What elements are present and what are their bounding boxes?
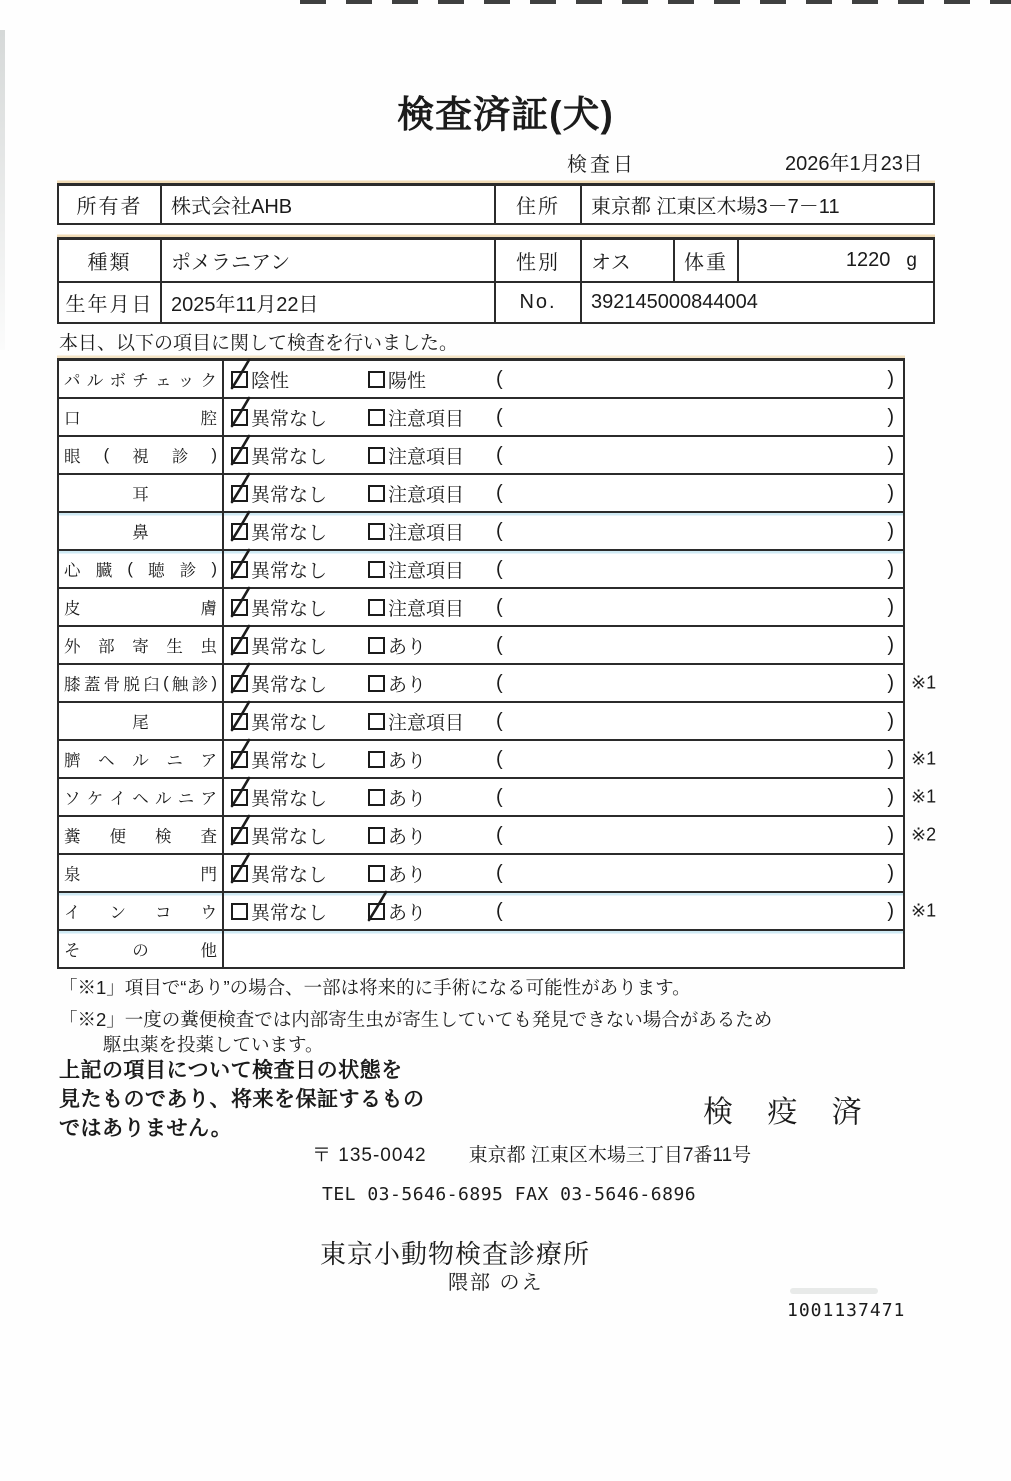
checkbox-checked[interactable] (231, 523, 248, 540)
option-label: 異常なし (251, 902, 328, 924)
option-group (368, 670, 496, 697)
remarks-field: ( ) (496, 747, 894, 770)
option-group (368, 518, 496, 545)
footnote-mark: ※1 (911, 672, 937, 693)
checkbox[interactable] (368, 371, 385, 388)
option-label: あり (388, 674, 427, 696)
address-value: 東京都 江東区木場3－7－11 (591, 196, 840, 218)
species-label: 種類 (59, 240, 162, 281)
remarks-field: ( ) (496, 557, 894, 580)
examiner-name: 隈部 のえ (448, 1272, 544, 1294)
exam-item-label: 臍 ヘ ル ニ ア (59, 741, 224, 777)
exam-item-label: 尾 (59, 703, 224, 739)
remarks-field: ( ) (496, 481, 894, 504)
exam-item-result (224, 665, 903, 701)
checkbox[interactable] (368, 637, 385, 654)
exam-item-label: そ の 他 (59, 931, 224, 967)
animal-row-2 (59, 281, 933, 322)
checkbox-checked[interactable] (231, 485, 248, 502)
exam-item-label: 心 臓 ( 聴 診 ) (59, 551, 224, 587)
option-label: 異常なし (251, 826, 328, 848)
option-label: 異常なし (251, 712, 328, 734)
exam-item-result (224, 931, 903, 967)
checkbox[interactable] (368, 599, 385, 616)
option-group (231, 442, 368, 469)
table-row (59, 741, 937, 779)
option-group (231, 632, 368, 659)
option-group (231, 822, 368, 849)
option-group (231, 556, 368, 583)
number-value: 392145000844004 (591, 291, 758, 313)
weight-label: 体重 (675, 240, 739, 281)
species-value: ポメラニアン (162, 240, 496, 281)
intro-text: 本日、以下の項目に関して検査を行いました。 (59, 333, 459, 354)
option-group (231, 898, 368, 925)
option-label: あり (388, 902, 427, 924)
owner-row (59, 186, 933, 223)
checkbox[interactable] (368, 789, 385, 806)
option-group (368, 860, 496, 887)
option-group (231, 784, 368, 811)
footnote-mark: ※1 (911, 900, 937, 921)
option-group (368, 404, 496, 431)
option-label: 異常なし (251, 484, 328, 506)
exam-item-label: 皮 膚 (59, 589, 224, 625)
clinic-address-line (312, 1140, 751, 1167)
option-label: あり (388, 864, 427, 886)
remarks-field: ( ) (496, 823, 894, 846)
footnote-mark: ※1 (911, 748, 937, 769)
option-group (231, 480, 368, 507)
exam-item-label: 膝 蓋 骨 脱 臼 ( 触 診 ) (59, 665, 224, 701)
animal-table (57, 237, 935, 324)
exam-item-label: ソ ケ イ ヘ ル ニ ア (59, 779, 224, 815)
exam-item-label: イ ン コ ウ (59, 893, 224, 929)
checkbox[interactable] (368, 447, 385, 464)
option-group (231, 404, 368, 431)
footnote-2-line1: 「※2」一度の糞便検査では内部寄生虫が寄生していても発見できない場合があるため (59, 1009, 773, 1030)
table-row (59, 665, 937, 703)
owner-label: 所有者 (59, 186, 162, 223)
option-label: あり (388, 788, 427, 810)
owner-value: 株式会社AHB (162, 186, 496, 223)
option-group (368, 556, 496, 583)
checkbox[interactable] (368, 561, 385, 578)
clinic-name: 東京小動物検査診療所 (320, 1239, 591, 1269)
checkbox-checked[interactable] (231, 447, 248, 464)
number-label: No. (496, 283, 582, 322)
postal-code: 〒 135-0042 (312, 1145, 427, 1166)
exam-item-result (224, 551, 903, 587)
option-label: 異常なし (251, 598, 328, 620)
checkbox[interactable] (368, 523, 385, 540)
option-group (368, 442, 496, 469)
option-group (368, 746, 496, 773)
table-row (59, 703, 903, 741)
checkbox-checked[interactable] (231, 675, 248, 692)
exam-item-result (224, 361, 903, 397)
animal-row-1 (59, 240, 933, 281)
remarks-field: ( ) (496, 785, 894, 808)
option-label: 異常なし (251, 446, 328, 468)
checkbox-checked[interactable] (231, 409, 248, 426)
option-label: 異常なし (251, 864, 328, 886)
option-label: 異常なし (251, 788, 328, 810)
scan-artifact-smudge (790, 1288, 878, 1294)
exam-item-label: 耳 (59, 475, 224, 511)
footnote-1: 「※1」項目で“あり”の場合、一部は将来的に手術になる可能性があります。 (59, 977, 691, 998)
exam-item-result (224, 437, 903, 473)
option-label: 陽性 (388, 370, 427, 392)
exam-item-result (224, 779, 903, 815)
option-group (231, 746, 368, 773)
quarantine-stamp: 検 疫 済 (703, 1096, 875, 1129)
birthdate-label: 生年月日 (59, 283, 162, 322)
exam-item-result (224, 627, 903, 663)
checkbox[interactable] (368, 865, 385, 882)
option-label: 異常なし (251, 674, 328, 696)
disclaimer-line: ではありません。 (59, 1117, 233, 1140)
table-row (59, 779, 937, 817)
checkbox[interactable] (368, 751, 385, 768)
tel-fax-line: TEL 03-5646-6895 FAX 03-5646-6896 (322, 1184, 697, 1205)
option-group (368, 366, 496, 393)
exam-table (57, 358, 937, 969)
checkbox[interactable] (368, 827, 385, 844)
remarks-field: ( ) (496, 709, 894, 732)
option-label: 異常なし (251, 522, 328, 544)
option-group (368, 480, 496, 507)
table-row (59, 855, 903, 893)
exam-item-label: 眼 ( 視 診 ) (59, 437, 224, 473)
weight-unit: g (906, 249, 917, 271)
clinic-address: 東京都 江東区木場三丁目7番11号 (468, 1145, 752, 1166)
checkbox[interactable] (368, 675, 385, 692)
serial-number: 1001137471 (787, 1300, 906, 1321)
option-label: 異常なし (251, 750, 328, 772)
birthdate-value: 2025年11月22日 (162, 283, 496, 322)
inspection-date-label: 検査日 (567, 154, 636, 176)
exam-item-result (224, 703, 903, 739)
checkbox-checked[interactable] (231, 637, 248, 654)
weight-value: 1220 (845, 249, 891, 271)
option-group (231, 366, 368, 393)
disclaimer-line: 見たものであり、将来を保証するもの (59, 1088, 425, 1111)
exam-item-result (224, 513, 903, 549)
option-label: 注意項目 (388, 522, 465, 544)
remarks-field: ( ) (496, 405, 894, 428)
checkbox-checked[interactable] (231, 371, 248, 388)
exam-item-result (224, 817, 903, 853)
table-row (59, 551, 903, 589)
remarks-field: ( ) (496, 861, 894, 884)
checkbox[interactable] (368, 409, 385, 426)
owner-table (57, 183, 935, 225)
footnote-mark: ※1 (911, 786, 937, 807)
option-group (368, 784, 496, 811)
table-row (59, 893, 937, 931)
remarks-field: ( ) (496, 671, 894, 694)
option-label: 注意項目 (388, 446, 465, 468)
table-row (59, 931, 903, 967)
option-group (231, 670, 368, 697)
remarks-field: ( ) (496, 519, 894, 542)
table-row (59, 399, 903, 437)
exam-item-label: パ ル ボ チ ェ ッ ク (59, 361, 224, 397)
exam-item-label: 糞 便 検 査 (59, 817, 224, 853)
option-group (368, 594, 496, 621)
option-label: 注意項目 (388, 560, 465, 582)
remarks-field: ( ) (496, 899, 894, 922)
table-row (59, 627, 903, 665)
table-row (59, 513, 903, 551)
inspection-date-value: 2026年1月23日 (785, 153, 923, 175)
exam-item-label: 口 腔 (59, 399, 224, 435)
option-label: 注意項目 (388, 408, 465, 430)
option-group (231, 518, 368, 545)
address-label: 住所 (496, 186, 582, 223)
table-row (59, 361, 903, 399)
table-row (59, 817, 937, 855)
checkbox-checked[interactable] (231, 789, 248, 806)
checkbox-checked[interactable] (231, 599, 248, 616)
option-group (368, 708, 496, 735)
option-label: 異常なし (251, 560, 328, 582)
exam-item-result (224, 893, 903, 929)
scan-artifact-top (300, 0, 1011, 4)
exam-item-result (224, 399, 903, 435)
disclaimer-statement (59, 1056, 425, 1143)
sex-value: オス (582, 240, 675, 281)
checkbox-checked[interactable] (231, 751, 248, 768)
exam-item-result (224, 475, 903, 511)
checkbox-checked[interactable] (368, 903, 385, 920)
remarks-field: ( ) (496, 367, 894, 390)
checkbox-checked[interactable] (231, 865, 248, 882)
exam-item-label: 泉 門 (59, 855, 224, 891)
disclaimer-line: 上記の項目について検査日の状態を (59, 1059, 403, 1082)
exam-item-label: 鼻 (59, 513, 224, 549)
option-group (231, 708, 368, 735)
option-label: 異常なし (251, 408, 328, 430)
option-group (368, 822, 496, 849)
checkbox[interactable] (368, 713, 385, 730)
checkbox[interactable] (231, 903, 248, 920)
table-row (59, 437, 903, 475)
option-label: 注意項目 (388, 598, 465, 620)
option-label: あり (388, 636, 427, 658)
sex-label: 性別 (496, 240, 582, 281)
option-label: あり (388, 750, 427, 772)
exam-item-label: 外 部 寄 生 虫 (59, 627, 224, 663)
table-row (59, 589, 903, 627)
scan-artifact-left (0, 30, 5, 350)
remarks-field: ( ) (496, 595, 894, 618)
footnote-mark: ※2 (911, 824, 937, 845)
option-group (231, 860, 368, 887)
checkbox-checked[interactable] (231, 561, 248, 578)
checkbox-checked[interactable] (231, 713, 248, 730)
remarks-field: ( ) (496, 443, 894, 466)
option-label: 陰性 (251, 370, 290, 392)
remarks-field: ( ) (496, 633, 894, 656)
page-title: 検査済証(犬) (397, 94, 614, 135)
checkbox-checked[interactable] (231, 827, 248, 844)
option-label: あり (388, 826, 427, 848)
exam-item-result (224, 589, 903, 625)
option-label: 注意項目 (388, 484, 465, 506)
option-label: 注意項目 (388, 712, 465, 734)
option-group (231, 594, 368, 621)
exam-item-result (224, 741, 903, 777)
table-row (59, 475, 903, 513)
option-group (368, 632, 496, 659)
option-label: 異常なし (251, 636, 328, 658)
footnote-2-line2: 駆虫薬を投薬しています。 (103, 1034, 324, 1055)
checkbox[interactable] (368, 485, 385, 502)
exam-item-result (224, 855, 903, 891)
weight-cell (739, 240, 933, 281)
option-group (368, 898, 496, 925)
